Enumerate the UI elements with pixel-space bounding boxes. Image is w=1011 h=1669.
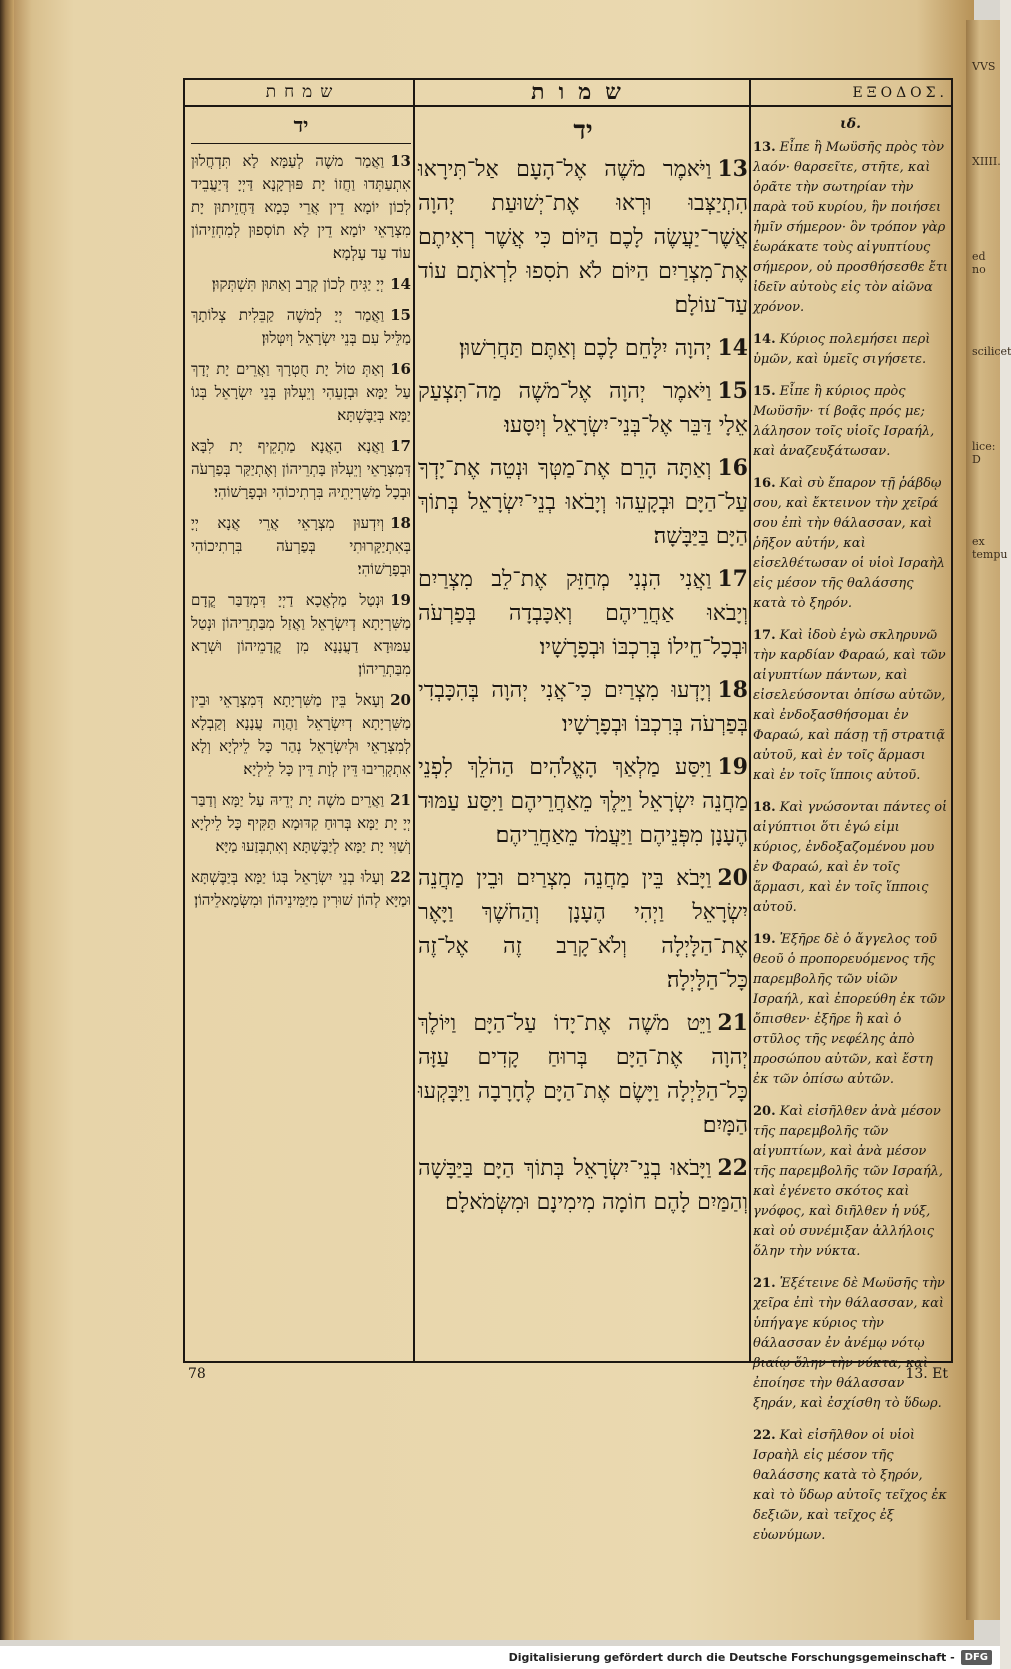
verse-number: 16 <box>717 455 748 481</box>
catchword: 13. Et <box>905 1366 948 1382</box>
verse-text: וַאֲמַר משֶׁה לְעַמָּא לָא תִּדְחֲלוּן אִתְעַתְּדוּ וַחֲזוֹ יָת פּוּרְקָנָא דַּיְיָ דְּיַעֲבֵיד לְכוֹן יוֹמָא דֵין אֲרֵי כְּמָא דַּחֲזֵיתוּן יָת מִצְרָאֵי יוֹמָא דֵין לָא תוֹסְפוּן לְמִחְזֵיהוֹן עוֹד עַד עָלְמָא׃ <box>191 152 411 262</box>
footer-credit: Digitalisierung gefördert durch die Deutsche Forschungsgemeinschaft - <box>508 1651 955 1664</box>
verse-number: 16. <box>753 476 776 491</box>
verse-text: וְיִדְעוּן מִצְרָאֵי אֲרֵי אֲנָא יְיָ בְּאִתְיַקָּרוּתִי בְּפַרְעֹה בִּרְתִיכוֹהִי וּבְפָרָשׁוֹהִי׃ <box>191 514 411 578</box>
verse-text: וַיִּסַּע מַלְאַךְ הָאֱלֹהִים הַהֹלֵךְ לִפְנֵי מַחֲנֵה יִשְׂרָאֵל וַיֵּלֶךְ מֵאַחֲרֵיהֶם וַיִּסַּע עַמּוּד הֶעָנָן מִפְּנֵיהֶם וַיַּעֲמֹד מֵאַחֲרֵיהֶם׃ <box>418 755 748 848</box>
verse-number: 18 <box>390 514 411 532</box>
verse-number: 18 <box>717 677 748 703</box>
targum-chapter-number: יד <box>293 113 309 137</box>
verse-number: 16 <box>390 360 411 378</box>
torah-verse <box>418 562 748 665</box>
verse-text: וַאֲרֵים משֶׁה יָת יְדֵיהּ עַל יַמָּא וְדַבַּר יְיָ יָת יַמָּא בְּרוּחַ קִדּוּמָא תַּקִּיף כָּל לֵילְיָא וְשַׁוִּי יָת יַמָּא לְיַבֶּשְׁתָּא וְאִתְבְּזַעוּ מַיָּא׃ <box>191 791 411 855</box>
torah-verse <box>418 1006 748 1143</box>
verse-number: 20 <box>390 691 411 709</box>
adjacent-page-fragment: lice: D <box>972 440 996 466</box>
verse-number: 15 <box>717 378 748 404</box>
targum-verse <box>191 866 411 912</box>
verse-number: 20 <box>717 865 748 891</box>
verse-text: יְיָ יַגִּיחַ לְכוֹן קְרָב וְאַתּוּן תִּשְׁתְּקוּן׃ <box>211 275 385 293</box>
dfg-logo: DFG <box>961 1650 992 1665</box>
verse-number: 20. <box>753 1104 776 1119</box>
verse-number: 15. <box>753 384 776 399</box>
verse-text: וְעָאל בֵּין מַשִּׁרְיָתָא דְּמִצְרָאֵי וּבֵין מַשִּׁרְיָתָא דְיִשְׂרָאֵל וַהֲוָה עֲנָנָא וְקַבְלָא לְמִצְרָאֵי וּלְיִשְׂרָאֵל נְהַר כָּל לֵילְיָא וְלָא אִתְקְרִיבוּ דֵּין לְוָת דֵּין כָּל לֵילְיָא׃ <box>191 691 411 778</box>
greek-verse <box>753 798 948 918</box>
verse-text: וַאֲנָא הָאֲנָא מַתְקֵיף יָת לִבָּא דְּמִצְרָאֵי וְיֵעְלוּן בָּתְרֵיהוֹן וְאֶתְיַקַּר בְּפַרְעֹה וּבְכָל מַשִּׁרְיָתֵיהּ בִּרְתִיכוֹהִי וּבְפָרָשׁוֹהִי׃ <box>191 437 411 501</box>
greek-verse <box>753 930 948 1090</box>
targum-verse <box>191 358 411 427</box>
book-spine-edge <box>0 0 14 1640</box>
verse-text: וַיֵּט מֹשֶׁה אֶת־יָדוֹ עַל־הַיָּם וַיּוֹלֶךְ יְהוָה אֶת־הַיָּם בְּרוּחַ קָדִים עַזָּה כָּל־הַלַּיְלָה וַיָּשֶׂם אֶת־הַיָּם לֶחָרָבָה וַיִּבָּקְעוּ הַמָּיִם׃ <box>418 1011 748 1138</box>
verse-number: 13. <box>753 140 776 155</box>
verse-number: 13 <box>390 152 411 170</box>
verse-number: 22. <box>753 1428 776 1443</box>
verse-number: 18. <box>753 800 776 815</box>
verse-text: Ἐξῆρε δὲ ὁ ἄγγελος τοῦ θεοῦ ὁ προπορευόμενος τῆς παρεμβολῆς τῶν υἱῶν Ισραήλ, καὶ ἐπορεύθη ἐκ τῶν ὄπισθεν· ἐξῆρε ἢ καὶ ὁ στῦλος τῆς νεφέλης ἀπὸ προσώπου αὐτῶν, καὶ ἔστη ἐκ τῶν ὀπίσω αὐτῶν. <box>753 932 946 1087</box>
verse-number: 14. <box>753 332 776 347</box>
torah-verse <box>418 861 748 998</box>
verse-text: וַאֲמַר יְיָ לְמשֶׁה קַבֵּלִית צְלוֹתָךְ מַלֵּיל עִם בְּנֵי יִשְׂרָאֵל וְיִטְּלוּן׃ <box>191 306 411 347</box>
torah-verse <box>418 331 748 366</box>
adjacent-page-fragment: ed no <box>972 250 986 276</box>
verse-number: 17 <box>717 566 748 592</box>
greek-column <box>753 114 948 1558</box>
verse-number: 15 <box>390 306 411 324</box>
running-head-targum: שמחת <box>265 82 341 102</box>
running-head-torah: שמות <box>531 79 635 105</box>
adjacent-page-fragment: ex tempu <box>972 535 1008 561</box>
greek-chapter-number: ιδ. <box>840 116 861 132</box>
greek-verse <box>753 382 948 462</box>
verse-text: Καὶ εἰσῆλθον οἱ υἱοὶ Ισραὴλ εἰς μέσον τῆς θαλάσσης κατὰ τὸ ξηρόν, καὶ τὸ ὕδωρ αὐτοῖς τεῖχος ἐκ δεξιῶν, καὶ τεῖχος ἐξ εὐωνύμων. <box>753 1428 947 1543</box>
verse-text: Εἶπε ἢ Μωϋσῆς πρὸς τὸν λαόν· θαρσεῖτε, στῆτε, καὶ ὁρᾶτε τὴν σωτηρίαν τὴν παρὰ τοῦ κυρίου, ἣν ποιήσει ἡμῖν σήμερον· ὃν τρόπον γὰρ ἑωράκατε τοὺς αἰγυπτίους σήμερον, οὐ προσθήσεσθε ἔτι ἰδεῖν αὐτοὺς εἰς τὸν αἰῶνα χρόνον. <box>753 140 949 315</box>
torah-verse <box>418 750 748 853</box>
greek-verse <box>753 138 948 318</box>
targum-column <box>191 114 411 920</box>
adjacent-page-fragment: XIIII. <box>972 155 1001 168</box>
verse-text: וַיָּבֹא בֵּין מַחֲנֵה מִצְרַיִם וּבֵין מַחֲנֵה יִשְׂרָאֵל וַיְהִי הֶעָנָן וְהַחֹשֶׁךְ וַיָּאֶר אֶת־הַלָּיְלָה וְלֹא־קָרַב זֶה אֶל־זֶה כָּל־הַלָּיְלָה׃ <box>418 866 748 993</box>
targum-verse <box>191 273 411 296</box>
verse-text: וְעָלוּ בְנֵי יִשְׂרָאֵל בְּגוֹ יַמָּא בְּיַבֶּשְׁתָּא וּמַיָּא לְהוֹן שׁוּרִין מִיַּמִּינֵיהוֹן וּמִשְּׂמָאלֵיהוֹן׃ <box>191 868 411 909</box>
verse-number: 13 <box>717 156 748 182</box>
verse-number: 21 <box>717 1010 748 1036</box>
verse-number: 21. <box>753 1276 776 1291</box>
frame-right-line <box>951 78 953 1363</box>
targum-verse <box>191 512 411 581</box>
verse-text: Κύριος πολεμήσει περὶ ὑμῶν, καὶ ὑμεῖς σιγήσετε. <box>753 332 931 367</box>
verse-text: וַיָּבֹאוּ בְנֵי־יִשְׂרָאֵל בְּתוֹךְ הַיָּם בַּיַּבָּשָׁה וְהַמַּיִם לָהֶם חוֹמָה מִימִינָם וּמִשְּׂמֹאלָם׃ <box>418 1156 748 1215</box>
targum-verse <box>191 589 411 681</box>
targum-verse <box>191 435 411 504</box>
verse-text: וַאֲנִי הִנְנִי מְחַזֵּק אֶת־לֵב מִצְרַיִם וְיָבֹאוּ אַחֲרֵיהֶם וְאִכָּבְדָה בְּפַרְעֹה וּבְכָל־חֵילוֹ בְּרִכְבּוֹ וּבְפָרָשָׁיו׃ <box>418 567 748 660</box>
verse-number: 19. <box>753 932 776 947</box>
targum-verse <box>191 304 411 350</box>
verse-number: 17 <box>390 437 411 455</box>
adjacent-page-edge <box>966 20 1011 1620</box>
verse-number: 21 <box>390 791 411 809</box>
footer-bar <box>0 1646 1000 1669</box>
column-divider-greek <box>749 78 751 1363</box>
adjacent-page-fragment: VVS <box>972 60 996 73</box>
verse-number: 19 <box>717 754 748 780</box>
verse-text: וְאַתְּ טוֹל יָת חֻטְרָךְ וַאֲרֵים יָת יְדָךְ עַל יַמָּא וּבְזָעֵהִי וְיֵעְלוּן בְּנֵי יִשְׂרָאֵל בְּגוֹ יַמָּא בְּיַבֶּשְׁתָּא׃ <box>191 360 411 424</box>
targum-verse <box>191 789 411 858</box>
verse-number: 14 <box>717 335 748 361</box>
text-frame <box>183 78 953 1543</box>
greek-verse <box>753 1426 948 1546</box>
targum-verse <box>191 689 411 781</box>
adjacent-page-fragment: scilicet <box>972 345 1011 358</box>
greek-verse <box>753 626 948 786</box>
verse-text: Καὶ γνώσονται πάντες οἱ αἰγύπτιοι ὅτι ἐγώ εἰμι κύριος, ἐνδοξαζομένου μου ἐν Φαραώ, καὶ ἐν τοῖς ἅρμασι, καὶ ἐν τοῖς ἵπποις αὐτοῦ. <box>753 800 948 915</box>
torah-chapter-number: יד <box>573 116 593 146</box>
verse-number: 14 <box>390 275 411 293</box>
greek-verse <box>753 474 948 614</box>
verse-text: Εἶπε ἢ κύριος πρὸς Μωϋσῆν· τί βοᾷς πρός με; λάλησον τοῖς υἱοῖς Ισραήλ, καὶ ἀναζευξάτωσαν. <box>753 384 935 459</box>
verse-number: 22 <box>390 868 411 886</box>
targum-title-rule <box>191 143 411 144</box>
torah-column <box>418 114 748 1228</box>
running-head-greek: ΕΞΟΔΟΣ. <box>852 85 948 101</box>
verse-number: 22 <box>717 1155 748 1181</box>
verse-text: Καὶ ἰδοὺ ἐγὼ σκληρυνῶ τὴν καρδίαν Φαραώ, καὶ τῶν αἰγυπτίων πάντων, καὶ εἰσελεύσονται ὀπίσω αὐτῶν, καὶ ἐνδοξασθήσομαι ἐν Φαραώ, καὶ πάσῃ τῇ στρατιᾷ αὐτοῦ, καὶ ἐν τοῖς ἅρμασι καὶ ἐν τοῖς ἵπποις αὐτοῦ. <box>753 628 946 783</box>
column-divider-targum <box>413 78 415 1363</box>
torah-verse <box>418 1151 748 1220</box>
verse-text: Καὶ εἰσῆλθεν ἀνὰ μέσον τῆς παρεμβολῆς τῶν αἰγυπτίων, καὶ ἀνὰ μέσον τῆς παρεμβολῆς τῶν Ισραήλ, καὶ ἐγένετο σκότος καὶ γνόφος, καὶ διῆλθεν ἡ νύξ, καὶ οὐ συνέμιξαν ἀλλήλοις ὅλην τὴν νύκτα. <box>753 1104 943 1259</box>
torah-verse <box>418 152 748 323</box>
targum-verse <box>191 150 411 265</box>
verse-text: וַיֹּאמֶר יְהוָה אֶל־מֹשֶׁה מַה־תִּצְעַק אֵלָי דַּבֵּר אֶל־בְּנֵי־יִשְׂרָאֵל וְיִסָּעוּ׃ <box>418 379 748 438</box>
torah-verse <box>418 451 748 554</box>
header-rule <box>183 105 953 107</box>
torah-verse <box>418 374 748 443</box>
verse-text: וּנְטַל מַלְאֲכָא דַיְיָ דִּמְדַבַּר קֳדָם מַשִּׁרְיָתָא דְיִשְׂרָאֵל וַאֲזַל מִבַּתְרֵיהוֹן וּנְטַל עַמּוּדָא דַעֲנָנָא מִן קֳדָמֵיהוֹן וּשְׁרָא מִבַּתְרֵיהוֹן׃ <box>191 591 411 678</box>
greek-verse <box>753 1102 948 1262</box>
verse-text: וְיָדְעוּ מִצְרַיִם כִּי־אֲנִי יְהוָה בְּהִכָּבְדִי בְּפַרְעֹה בְּרִכְבּוֹ וּבְפָרָשָׁיו׃ <box>418 678 748 737</box>
verse-text: Ἐξέτεινε δὲ Μωϋσῆς τὴν χεῖρα ἐπὶ τὴν θάλασσαν, καὶ ὑπήγαγε κύριος τὴν θάλασσαν ἐν ἀνέμῳ νότῳ βιαίῳ ὅλην τὴν νύκτα, καὶ ἐποίησε τὴν θάλασσαν ξηράν, καὶ ἐσχίσθη τὸ ὕδωρ. <box>753 1276 945 1411</box>
verse-text: יְהוָה יִלָּחֵם לָכֶם וְאַתֶּם תַּחֲרִשׁוּן׃ <box>459 336 712 361</box>
verse-text: Καὶ σὺ ἔπαρον τῇ ῥάβδῳ σου, καὶ ἔκτεινον τὴν χεῖρά σου ἐπὶ τὴν θάλασσαν, καὶ ῥῆξον αὐτήν, καὶ εἰσελθέτωσαν οἱ υἱοὶ Ισραὴλ εἰς μέσον τῆς θαλάσσης κατὰ τὸ ξηρόν. <box>753 476 946 611</box>
frame-left-line <box>183 78 185 1363</box>
greek-verse <box>753 1274 948 1414</box>
folio-number: 78 <box>188 1366 206 1382</box>
verse-number: 17. <box>753 628 776 643</box>
verse-number: 19 <box>390 591 411 609</box>
verse-text: וַיֹּאמֶר מֹשֶׁה אֶל־הָעָם אַל־תִּירָאוּ הִתְיַצְּבוּ וּרְאוּ אֶת־יְשׁוּעַת יְהוָה אֲשֶׁר־יַעֲשֶׂה לָכֶם הַיּוֹם כִּי אֲשֶׁר רְאִיתֶם אֶת־מִצְרַיִם הַיּוֹם לֹא תֹסִפוּ לִרְאֹתָם עוֹד עַד־עוֹלָם׃ <box>418 157 748 318</box>
torah-verse <box>418 673 748 742</box>
verse-text: וְאַתָּה הָרֵם אֶת־מַטְּךָ וּנְטֵה אֶת־יָדְךָ עַל־הַיָּם וּבְקָעֵהוּ וְיָבֹאוּ בְנֵי־יִשְׂרָאֵל בְּתוֹךְ הַיָּם בַּיַּבָּשָׁה׃ <box>418 456 748 549</box>
greek-verse <box>753 330 948 370</box>
